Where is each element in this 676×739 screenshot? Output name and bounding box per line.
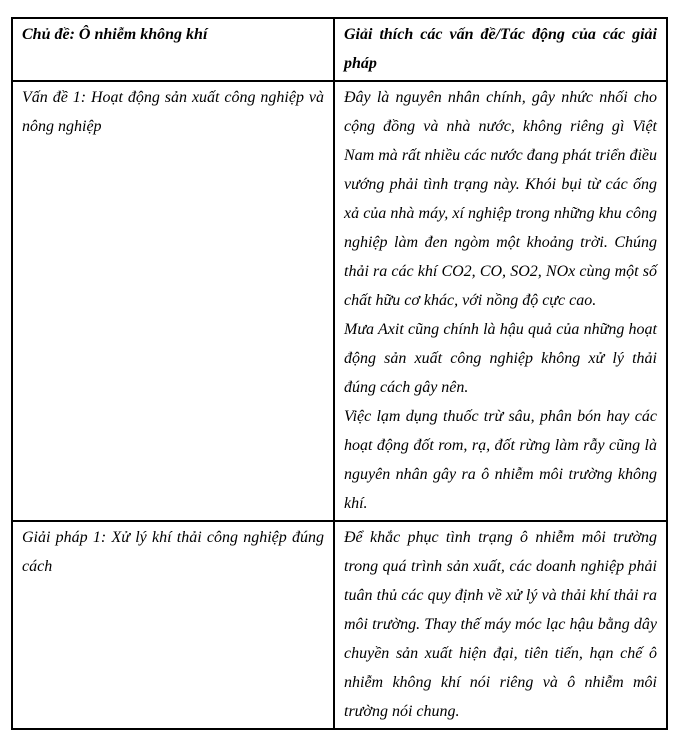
explanation-paragraph: Đây là nguyên nhân chính, gây nhức nhối cho cộng đồng và nhà nước, không riêng gì Việt Nam mà rất nhiều các nước đang phát triển điều vướng phải tình trạng này. Khói bụi từ các ống xả của nhà máy, xí nghiệp trong những khu công nghiệp làm đen ngòm một khoảng trời. Chúng thải ra các khí CO2, CO, SO2, NOx cùng một số chất hữu cơ khác, với nồng độ cực cao. — [344, 89, 657, 309]
explanation-paragraph: Việc lạm dụng thuốc trừ sâu, phân bón hay các hoạt động đốt rom, rạ, đốt rừng làm rẫy cũng là nguyên nhân gây ra ô nhiễm môi trường không khí. — [344, 408, 657, 512]
table-row-problem-1 — [12, 81, 667, 521]
header-explanation-cell — [334, 18, 667, 81]
header-topic-label: Chủ đề: Ô nhiễm không khí — [22, 26, 208, 43]
problem-1-topic-text: Vấn đề 1: Hoạt động sản xuất công nghiệp và nông nghiệp — [22, 89, 324, 135]
header-row — [12, 18, 667, 81]
table-row-solution-1 — [12, 521, 667, 729]
solution-1-topic-cell — [12, 521, 334, 729]
header-explanation-label: Giải thích các vấn đề/Tác động của các giải pháp — [344, 26, 657, 72]
header-topic-cell — [12, 18, 334, 81]
pollution-topic-table — [11, 17, 668, 730]
solution-1-topic-text: Giải pháp 1: Xử lý khí thải công nghiệp đúng cách — [22, 529, 324, 575]
solution-1-explanation-cell — [334, 521, 667, 729]
explanation-paragraph: Mưa Axit cũng chính là hậu quả của những hoạt động sản xuất công nghiệp không xử lý thải đúng cách gây nên. — [344, 321, 657, 396]
problem-1-explanation-cell — [334, 81, 667, 521]
explanation-paragraph: Để khắc phục tình trạng ô nhiễm môi trường trong quá trình sản xuất, các doanh nghiệp phải tuân thủ các quy định về xử lý và thải khí thải ra môi trường. Thay thế máy móc lạc hậu bằng dây chuyền sản xuất hiện đại, tiên tiến, hạn chế ô nhiễm không khí nói riêng và ô nhiễm môi trường nói chung. — [344, 529, 657, 720]
problem-1-topic-cell — [12, 81, 334, 521]
